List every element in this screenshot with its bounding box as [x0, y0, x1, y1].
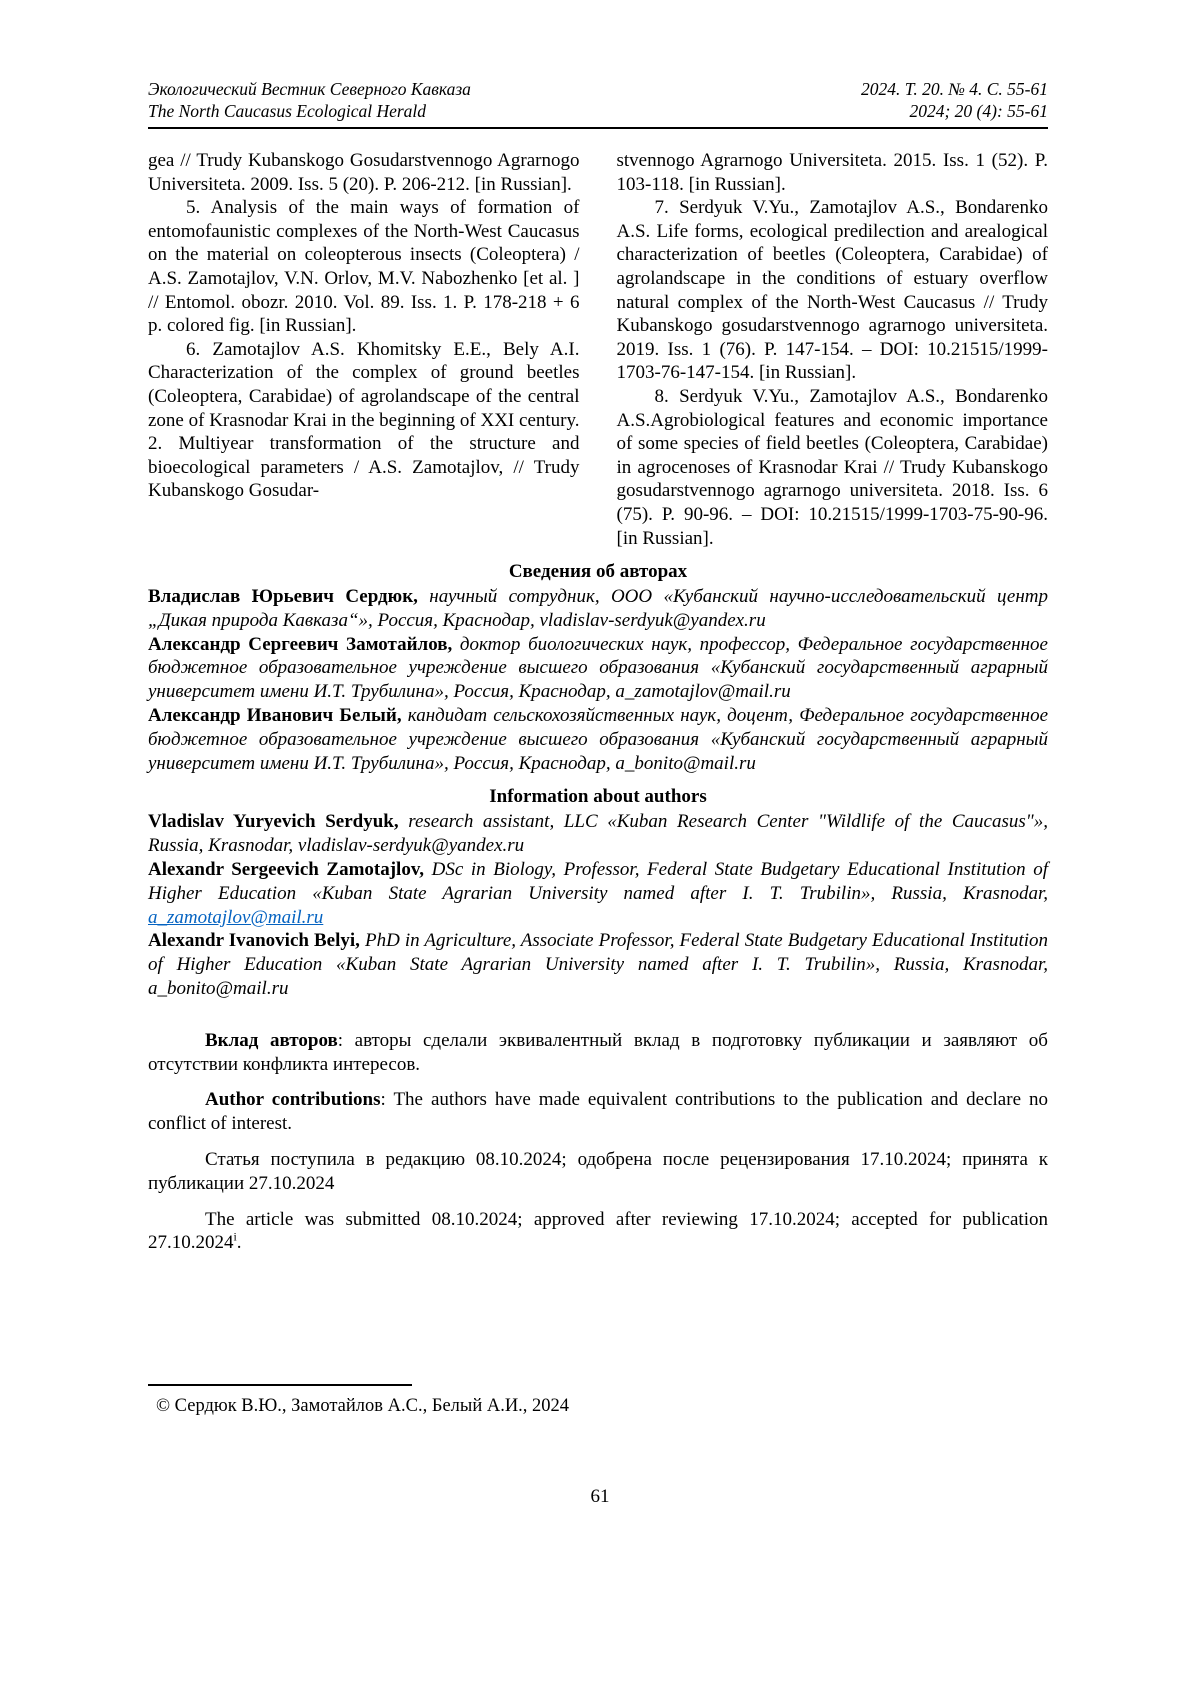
author-details: DSc in Biology, Professor, Federal State Budgetary Educational Institution of Higher Education «Kuban State Agrarian University named after I. T. Trubilin», Russia, Krasnodar, [148, 859, 1049, 904]
contributions-en-text: : The authors have made equivalent contributions to the publication and declare no conflict of interest. [148, 1089, 1048, 1135]
reference-item-7: 7. Serdyuk V.Yu., Zamotajlov A.S., Bondarenko A.S. Life forms, ecological predilection and arealogical characterization of beetles (Coleoptera, Carabidae) of agrolandscape in the conditions of estuary overflow natural complex of the North-West Caucasus // Trudy Kubanskogo gosudarstvennogo agrarnogo universiteta. 2019. Iss. 1 (76). P. 147-154. – DOI: 10.21515/1999-1703-76-147-154. [in Russian]. [616, 197, 1048, 384]
reference-paragraph: gea // Trudy Kubanskogo Gosudarstvennogo Agrarnogo Universiteta. 2009. Iss. 5 (20). P. 206-212. [in Russian]. [148, 150, 580, 195]
author-name: Vladislav Yuryevich Serdyuk, [148, 811, 399, 833]
references-left-column [148, 149, 580, 550]
submission-dates-en-period: . [236, 1232, 242, 1254]
contributions-ru [148, 1029, 1048, 1077]
authors-en-heading: Information about authors [489, 786, 707, 808]
author-details: PhD in Agriculture, Associate Professor, Federal State Budgetary Educational Institution of Higher Education «Kuban State Agrarian University named after I. T. Trubilin», Russia, Krasnodar, a_bonito@mail.ru [148, 930, 1049, 1000]
author-details: научный сотрудник, ООО «Кубанский научно-исследовательский центр „Дикая природа Кавказа“», Россия, Краснодар, vladislav-serdyuk@yandex.ru [148, 586, 1049, 631]
journal-title-ru: Экологический Вестник Северного Кавказа [148, 79, 471, 99]
reference-paragraph: stvennogo Agrarnogo Universiteta. 2015. Iss. 1 (52). P. 103-118. [in Russian]. [616, 150, 1048, 195]
journal-title-en: The North Caucasus Ecological Herald [148, 101, 427, 121]
header-row-ru [148, 78, 1048, 100]
author-name: Александр Иванович Белый, [148, 705, 402, 727]
author-entry-ru-2 [148, 633, 1048, 704]
contributions-ru-text: : авторы сделали эквивалентный вклад в подготовку публикации и заявляют об отсутствии конфликта интересов. [148, 1029, 1048, 1075]
contributions-ru-label: Вклад авторов [205, 1029, 338, 1051]
contributions-en-label: Author contributions [205, 1089, 381, 1111]
submission-dates-ru: Статья поступила в редакцию 08.10.2024; одобрена после рецензирования 17.10.2024; принята к публикации 27.10.2024 [148, 1149, 1048, 1194]
issue-info-ru: 2024. Т. 20. № 4. С. 55-61 [860, 79, 1048, 99]
author-entry-en-2 [148, 858, 1048, 929]
author-entry-en-3 [148, 929, 1048, 1000]
author-details: кандидат сельскохозяйственных наук, доцент, Федеральное государственное бюджетное образовательное учреждение высшего образования «Кубанский государственный аграрный университет имени И.Т. Трубилина», Россия, Краснодар, a_bonito@mail.ru [148, 705, 1049, 774]
author-entry-en-1 [148, 810, 1048, 858]
reference-item-8: 8. Serdyuk V.Yu., Zamotajlov A.S., Bondarenko A.S.Agrobiological features and economic importance of some species of field beetles (Coleoptera, Carabidae) in agrocenoses of Krasnodar Krai // Trudy Kubanskogo gosudarstvennogo agrarnogo universiteta. 2018. Iss. 6 (75). P. 90-96. – DOI: 10.21515/1999-1703-75-90-96. [in Russian]. [616, 385, 1048, 549]
author-entry-ru-1 [148, 585, 1048, 633]
page-header [148, 78, 1048, 129]
author-details: доктор биологических наук, профессор, Федеральное государственное бюджетное образовательное учреждение высшего образования «Кубанский государственный аграрный университет имени И.Т. Трубилина», Россия, Краснодар, a_zamotajlov@mail.ru [148, 633, 1048, 703]
contributions-en [148, 1088, 1048, 1136]
page-number: 61 [590, 1486, 610, 1507]
author-name: Владислав Юрьевич Сердюк, [148, 586, 418, 608]
author-details: research assistant, LLC «Kuban Research Center "Wildlife of the Caucasus"», Russia, Krasnodar, vladislav-serdyuk@yandex.ru [148, 811, 1049, 857]
author-name: Alexandr Ivanovich Belyi, [148, 930, 360, 952]
authors-ru-heading: Сведения об авторах [508, 561, 688, 583]
references-columns [148, 149, 1048, 550]
references-right-column [617, 149, 1049, 550]
author-name: Александр Сергеевич Замотайлов, [148, 633, 453, 655]
reference-item-6: 6. Zamotajlov A.S. Khomitsky E.E., Bely A.I. Characterization of the complex of ground beetles (Coleoptera, Carabidae) of agrolandscape of the central zone of Krasnodar Krai in the beginning of XXI century. 2. Multiyear transformation of the structure and bioecological parameters / A.S. Zamotajlov, // Trudy Kubanskogo Gosudar- [148, 338, 580, 502]
footnote-area [148, 1384, 1048, 1417]
authors-ru-section [148, 585, 1048, 775]
issue-info-en: 2024; 20 (4): 55-61 [909, 101, 1048, 121]
author-entry-ru-3 [148, 704, 1048, 775]
footnote-marker: i [233, 1231, 237, 1245]
email-link[interactable]: a_zamotajlov@mail.ru [148, 906, 324, 928]
header-row-en [148, 100, 1048, 122]
copyright-note: © Сердюк В.Ю., Замотайлов А.С., Белый А.И., 2024 [156, 1396, 570, 1416]
submission-dates-en-text: The article was submitted 08.10.2024; approved after reviewing 17.10.2024; accepted for publication 27.10.2024 [148, 1208, 1048, 1254]
header-rule [148, 127, 1048, 129]
reference-item-5: 5. Analysis of the main ways of formation of entomofaunistic complexes of the North-West Caucasus on the material on coleopterous insects (Coleoptera) / A.S. Zamotajlov, V.N. Orlov, M.V. Nabozhenko [et al. ] // Entomol. obozr. 2010. Vol. 89. Iss. 1. P. 178-218 + 6 p. colored fig. [in Russian]. [148, 197, 580, 337]
footnote-rule [148, 1384, 412, 1386]
author-name: Alexandr Sergeevich Zamotajlov, [148, 859, 425, 881]
authors-en-section [148, 810, 1048, 1000]
submission-dates-en [148, 1208, 1048, 1256]
